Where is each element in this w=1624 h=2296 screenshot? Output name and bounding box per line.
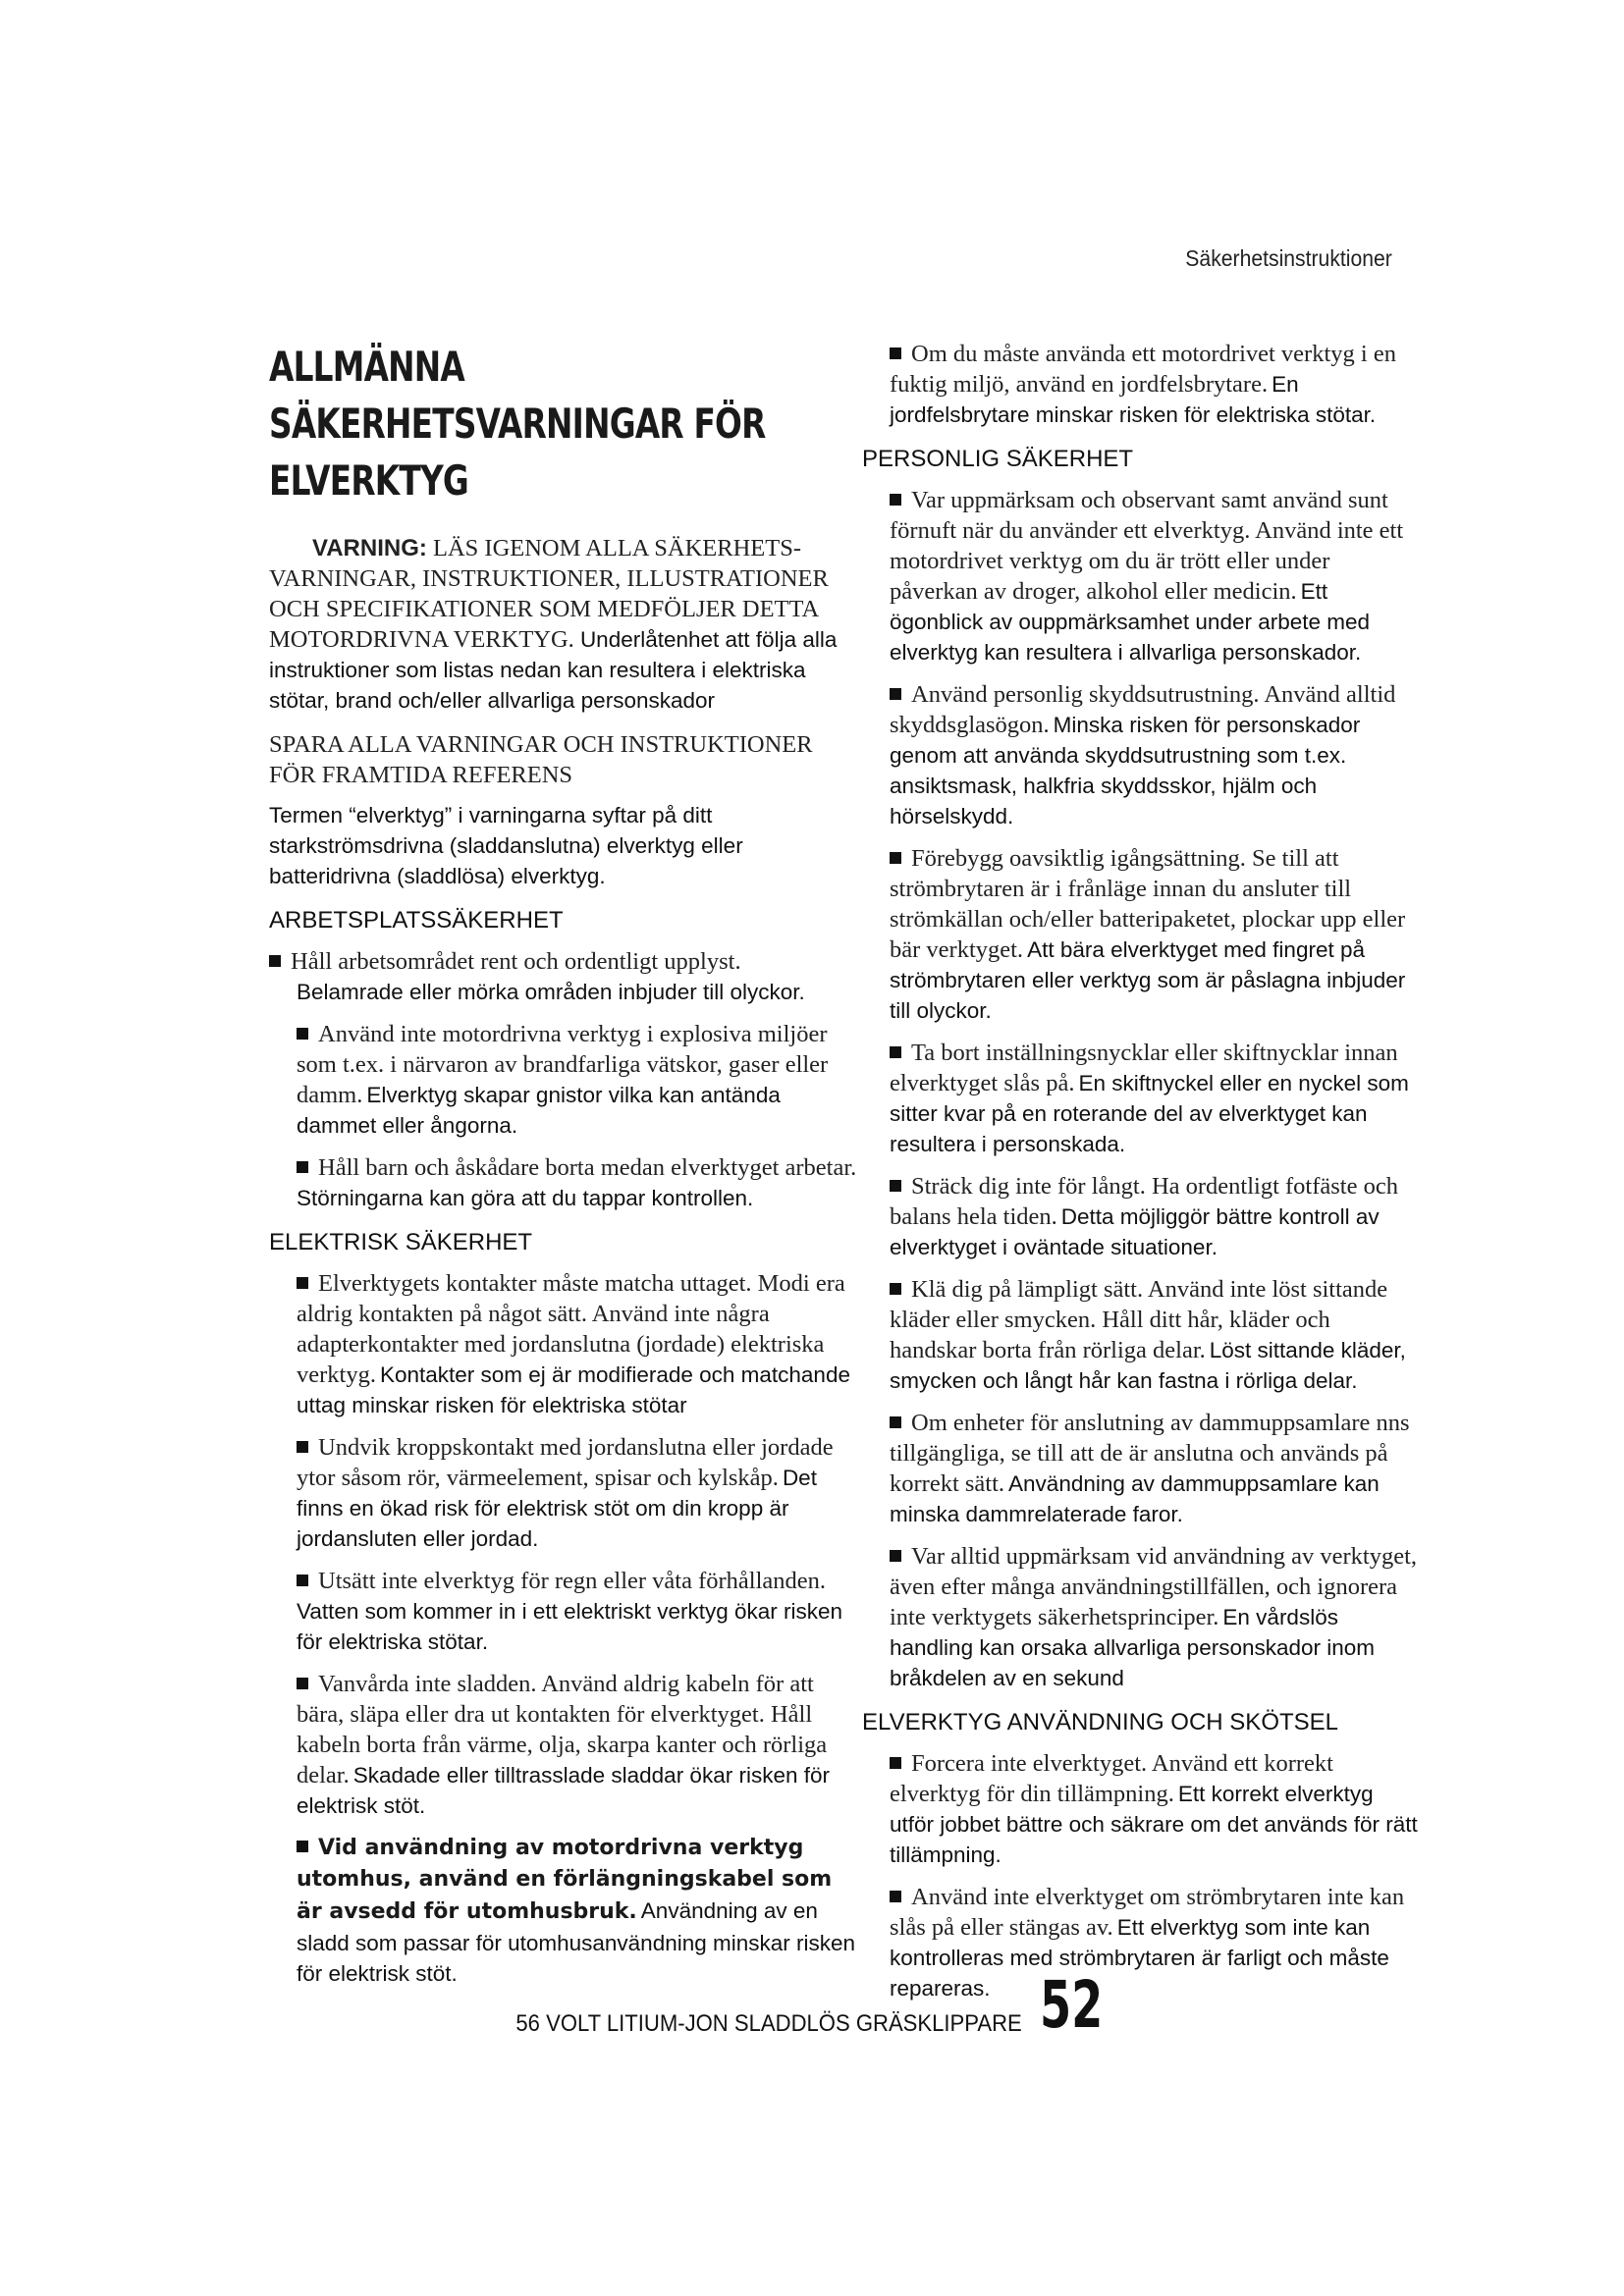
item-lead: Använd inte elverktyget om strömbrytaren inte kan slås på eller stängas av.: [890, 1884, 1405, 1941]
bullet-icon: [890, 1891, 901, 1902]
item-rest: Det finns en ökad risk för elektrisk stöt om din kropp är jordansluten eller jordad.: [297, 1466, 817, 1551]
item-lead: Ta bort inställningsnycklar eller skiftnycklar innan elverktyget slås på.: [890, 1040, 1398, 1096]
item-lead: Använd inte motordrivna verktyg i explosiva miljöer som t.ex. i närvaron av brandfarliga vätskor, gaser eller damm.: [297, 1021, 829, 1108]
item-lead: Förebygg oavsiktlig igångsättning. Se till att strömbrytaren är i frånläge innan du ansluter till strömkällan och/eller batteripaketet, plockar upp eller bär verktyget.: [890, 845, 1406, 963]
warning-sans-text: Underlåtenhet att följa alla instruktioner som listas nedan kan resultera i elektriska stötar, brand och/eller allvarliga personskador: [269, 627, 838, 713]
bullet-icon: [890, 1757, 901, 1769]
item-lead: Elverktygets kontakter måste matcha uttaget. Modi era aldrig kontakten på något sätt. Använd inte några adapterkontakter med jordanslutna (jordade) elektriska verktyg.: [297, 1270, 845, 1388]
section-heading-workplace: ARBETSPLATSSÄKERHET: [269, 907, 564, 934]
bullet-icon: [890, 1283, 901, 1295]
bullet-icon: [890, 347, 901, 359]
item-lead: Forcera inte elverktyget. Använd ett korrekt elverktyg för din tillämpning.: [890, 1750, 1333, 1807]
page-number: 52: [1040, 1967, 1104, 2043]
bullet-icon: [890, 852, 901, 864]
section-heading-electrical: ELEKTRISK SÄKERHET: [269, 1229, 533, 1255]
title-line-1: ALLMÄNNA SÄKERHETSVARNINGAR FÖR: [269, 343, 766, 448]
item-lead: Utsätt inte elverktyg för regn eller våta förhållanden.: [318, 1568, 827, 1594]
item-rest: Störningarna kan göra att du tappar kontrollen.: [297, 1186, 754, 1210]
list-item: [269, 1152, 858, 1213]
item-rest: Användning av en sladd som passar för utomhusanvändning minskar risken för elektrisk stöt.: [297, 1898, 856, 1986]
term-definition: Termen “elverktyg” i varningarna syftar på ditt starkströmsdrivna (sladdanslutna) elverktyg eller batteridrivna (sladdlösa) elverktyg.: [269, 803, 743, 888]
list-item: [862, 339, 1418, 430]
section-heading-personal: PERSONLIG SÄKERHET: [862, 446, 1134, 472]
item-rest: Att bära elverktyget med fingret på strömbrytaren eller verktyg som är påslagna inbjuder till olyckor.: [890, 937, 1406, 1023]
list-item: [862, 1408, 1418, 1529]
list-item: [862, 485, 1418, 667]
item-rest: Skadade eller tilltrasslade sladdar ökar risken för elektrisk stöt.: [297, 1763, 830, 1818]
list-item: [269, 1566, 858, 1657]
bullet-icon: [890, 494, 901, 506]
list-item: [269, 1019, 858, 1141]
item-rest: Kontakter som ej är modifierade och matchande uttag minskar risken för elektriska stötar: [297, 1362, 850, 1417]
list-item: [862, 1748, 1418, 1870]
item-lead: Håll arbetsområdet rent och ordentligt upplyst.: [291, 948, 741, 975]
running-header: Säkerhetsinstruktioner: [1185, 245, 1392, 271]
item-lead: Var alltid uppmärksam vid användning av verktyget, även efter många användningstillfällen, och ignorera inte verktygets säkerhetsprinciper.: [890, 1543, 1418, 1630]
list-item: [862, 1038, 1418, 1159]
item-rest: Löst sittande kläder, smycken och långt hår kan fastna i rörliga delar.: [890, 1338, 1406, 1393]
bullet-icon: [890, 1180, 901, 1192]
footer-product-name: 56 VOLT LITIUM-JON SLADDLÖS GRÄSKLIPPARE: [515, 2010, 1022, 2037]
item-rest: Vatten som kommer in i ett elektriskt verktyg ökar risken för elektriska stötar.: [297, 1599, 843, 1654]
list-item: [862, 1171, 1418, 1262]
item-rest: Minska risken för personskador genom att använda skyddsutrustning som t.ex. ansiktsmask, halkfria skyddsskor, hjälm och hörselskydd.: [890, 713, 1361, 828]
bullet-icon: [297, 1161, 308, 1173]
list-item: [269, 1833, 858, 1989]
list-item: [269, 1669, 858, 1821]
item-rest: Belamrade eller mörka områden inbjuder till olyckor.: [297, 980, 805, 1004]
item-rest: Ett korrekt elverktyg utför jobbet bättre och säkrare om det används för rätt tillämpning.: [890, 1782, 1418, 1867]
bullet-icon: [297, 1028, 308, 1040]
page-title: [269, 339, 857, 509]
item-lead: Sträck dig inte för långt. Ha ordentligt fotfäste och balans hela tiden.: [890, 1173, 1398, 1230]
bullet-icon: [890, 688, 901, 700]
item-rest: Ett ögonblick av ouppmärksamhet under arbete med elverktyg kan resultera i allvarliga personskador.: [890, 579, 1371, 665]
item-lead: Vanvårda inte sladden. Använd aldrig kabeln för att bära, släpa eller dra ut kontakten för elverktyget. Håll kabeln borta från värme, olja, skarpa kanter och rörliga delar.: [297, 1671, 828, 1789]
list-item: [862, 843, 1418, 1026]
bullet-icon: [297, 1277, 308, 1289]
title-line-2: ELVERKTYG: [269, 456, 469, 505]
item-lead: Var uppmärksam och observant samt använd sunt förnuft när du använder ett elverktyg. Använd inte ett motordrivet verktyg om du är trött eller under påverkan av droger, alkohol eller medicin.: [890, 487, 1404, 605]
item-rest: En skiftnyckel eller en nyckel som sitter kvar på en roterande del av elverktyget kan resultera i personskada.: [890, 1071, 1409, 1156]
right-column: [862, 339, 1418, 2015]
list-item: [862, 679, 1418, 831]
bullet-icon: [890, 1550, 901, 1562]
page-footer: [0, 1967, 1624, 2043]
item-rest: Detta möjliggör bättre kontroll av elverktyget i oväntade situationer.: [890, 1204, 1380, 1259]
item-lead: Klä dig på lämpligt sätt. Använd inte löst sittande kläder eller smycken. Håll ditt hår, kläder och handskar borta från rörliga delar.: [890, 1276, 1388, 1363]
item-lead: Om enheter för anslutning av dammuppsamlare nns tillgängliga, se till att de är anslutna och används på korrekt sätt.: [890, 1410, 1410, 1497]
item-rest: En jordfelsbrytare minskar risken för elektriska stötar.: [890, 372, 1377, 427]
bullet-icon: [297, 1678, 308, 1689]
item-rest: En vårdslös handling kan orsaka allvarliga personskador inom bråkdelen av en sekund: [890, 1605, 1376, 1690]
section-heading-usage: ELVERKTYG ANVÄNDNING OCH SKÖTSEL: [862, 1709, 1339, 1735]
bullet-icon: [297, 1575, 308, 1586]
item-lead: Om du måste använda ett motordrivet verktyg i en fuktig miljö, använd en jordfelsbrytare.: [890, 341, 1396, 398]
item-lead: Undvik kroppskontakt med jordanslutna eller jordade ytor såsom rör, värmeelement, spisar och kylskåp.: [297, 1434, 834, 1491]
list-item: [269, 946, 858, 1007]
left-column: [269, 339, 858, 2001]
bullet-icon: [297, 1441, 308, 1453]
list-item: [269, 1432, 858, 1554]
item-lead: Håll barn och åskådare borta medan elverktyget arbetar.: [318, 1154, 857, 1181]
warning-block: [269, 533, 858, 891]
item-lead: Använd personlig skyddsutrustning. Använd alltid skyddsglasögon.: [890, 681, 1396, 738]
bullet-icon: [890, 1416, 901, 1428]
bullet-icon: [890, 1046, 901, 1058]
list-item: [269, 1268, 858, 1420]
item-rest: Elverktyg skapar gnistor vilka kan antända dammet eller ångorna.: [297, 1083, 781, 1138]
save-instructions: SPARA ALLA VARNINGAR OCH INSTRUKTIONER FÖR FRAMTIDA REFERENS: [269, 731, 813, 788]
list-item: [862, 1274, 1418, 1396]
warning-label: VARNING:: [312, 535, 427, 561]
bullet-icon: [269, 955, 281, 967]
item-lead: Vid användning av motordrivna verktyg utomhus, använd en förlängningskabel som är avsedd för utomhusbruk.: [297, 1836, 833, 1924]
warning-serif-text: LÄS IGENOM ALLA SÄKERHETS-VARNINGAR, INSTRUKTIONER, ILLUSTRATIONER OCH SPECIFIKATIONER SOM MEDFÖLJER DETTA MOTORDRIVNA VERKTYG.: [269, 535, 829, 653]
item-rest: Ett elverktyg som inte kan kontrolleras med strömbrytaren är farligt och måste repareras.: [890, 1915, 1389, 2001]
bullet-icon: [297, 1841, 308, 1852]
list-item: [862, 1541, 1418, 1693]
item-rest: Användning av dammuppsamlare kan minska dammrelaterade faror.: [890, 1471, 1380, 1526]
